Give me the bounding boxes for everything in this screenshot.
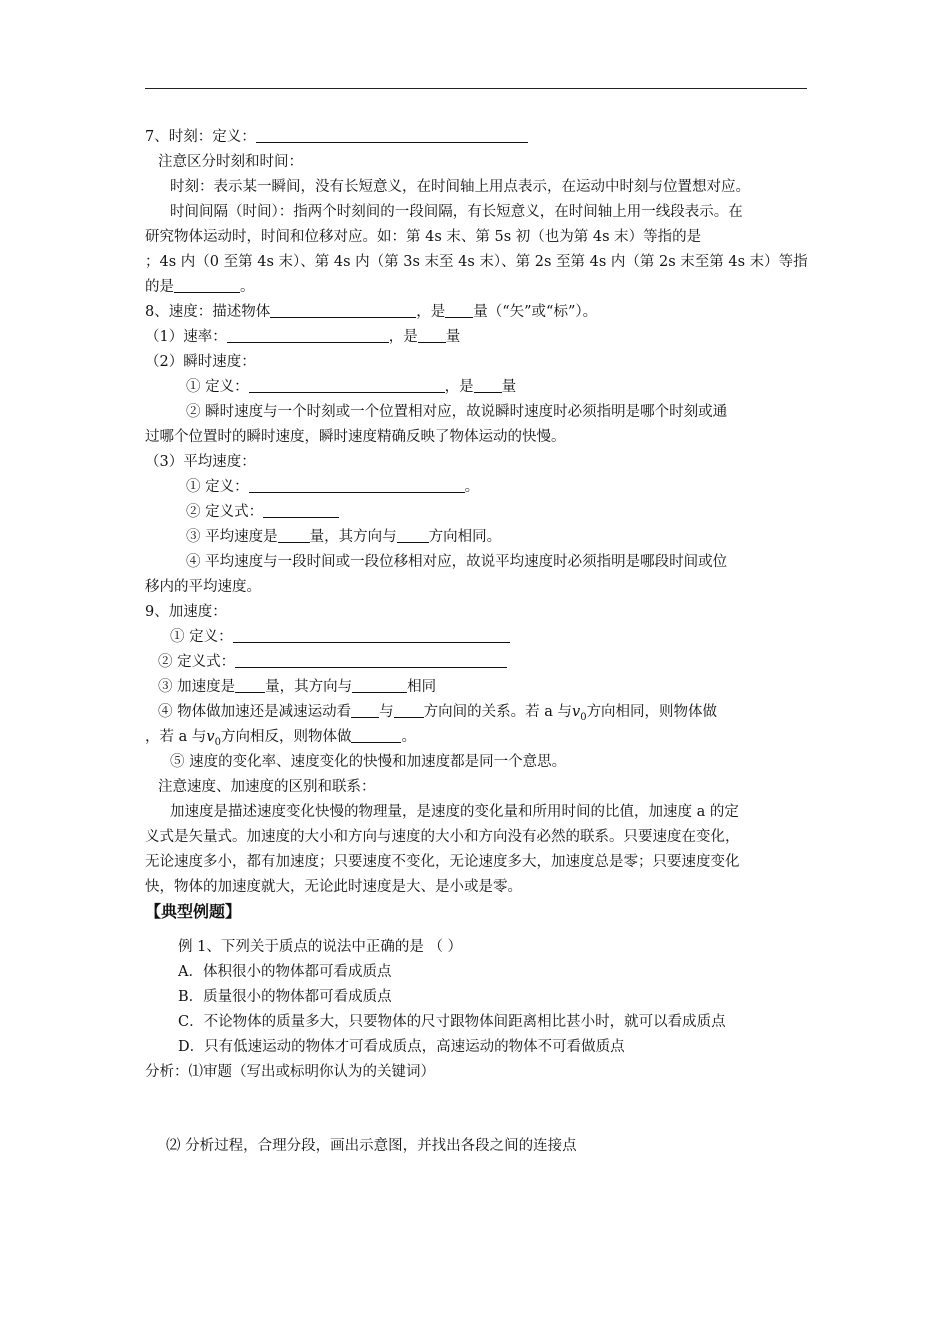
average-heading: （3）平均速度： [145, 454, 256, 470]
section-9-title: 9、加速度： [145, 604, 227, 620]
moment-definition: 时刻：表示某一瞬间，没有长短意义，在时间轴上用点表示，在运动中时刻与位置想对应。 [170, 179, 750, 195]
acceleration-paragraph-3: 无论速度多小，都有加速度；只要速度不变化，无论速度多大，加速度总是零；只要速度变化 [145, 854, 740, 870]
acc-text: 。 [401, 729, 416, 745]
average-direction [186, 527, 501, 547]
answer-blank[interactable] [233, 628, 510, 643]
inst-text: ① 定义： [186, 379, 249, 395]
example-1-question: 例 1、下列关于质点的说法中正确的是 （ ） [178, 939, 463, 955]
option-b[interactable]: B．质量很小的物体都可看成质点 [178, 989, 392, 1005]
analysis-step-2: ⑵ 分析过程，合理分段，画出示意图，并找出各段之间的连接点 [166, 1138, 577, 1154]
section-8-title [145, 302, 597, 322]
answer-blank[interactable] [249, 378, 445, 393]
average-definition [186, 477, 479, 497]
answer-blank[interactable] [270, 303, 416, 318]
velocity-acceleration-note: 注意速度、加速度的区别和联系： [158, 779, 376, 795]
answer-blank[interactable] [351, 703, 379, 718]
rate-text: 量 [445, 329, 461, 345]
acc-text: 相同 [407, 679, 437, 695]
instantaneous-note-2: 过哪个位置时的瞬时速度，瞬时速度精确反映了物体运动的快慢。 [145, 429, 566, 445]
instantaneous-note-1: ② 瞬时速度与一个时刻或一个位置相对应，故说瞬时速度时必须指明是哪个时刻或通 [186, 404, 728, 420]
avg-text: ③ 平均速度是 [186, 529, 278, 545]
v0-subscript: 0 [214, 736, 221, 748]
average-formula [186, 502, 339, 522]
option-d[interactable]: D．只有低速运动的物体才可看成质点，高速运动的物体不可看做质点 [178, 1039, 625, 1055]
analysis-step-1: 分析：⑴审题（写出或标明你认为的关键词） [145, 1064, 435, 1080]
answer-blank[interactable] [397, 528, 429, 543]
v0-symbol: v [206, 729, 215, 745]
avg-text: 。 [464, 479, 480, 495]
velocity-text: 8、速度：描述物体 [145, 304, 271, 320]
average-note-1: ④ 平均速度与一段时间或一段位移相对应，故说平均速度时必须指明是哪段时间或位 [186, 554, 728, 570]
answer-blank[interactable] [351, 728, 401, 743]
acceleration-paragraph-2: 义式是矢量式。加速度的大小和方向与速度的大小和方向没有必然的联系。只要速度在变化， [145, 829, 740, 845]
acc-text: 方向相反，则物体做 [220, 729, 352, 745]
acc-text: ③ 加速度是 [158, 679, 236, 695]
acc-text: ① 定义： [170, 629, 233, 645]
answer-blank[interactable] [418, 328, 446, 343]
rate-text: ，是 [388, 329, 418, 345]
section-7-label: 7、时刻：定义： [145, 129, 256, 145]
acceleration-paragraph-4: 快，物体的加速度就大，无论此时速度是大、是小或是零。 [145, 879, 522, 895]
inst-text: 量 [501, 379, 517, 395]
v0-symbol: v [571, 704, 581, 720]
section-7-title [145, 127, 528, 147]
acc-text: ④ 物体做加速还是减速运动看 [158, 704, 352, 720]
answer-blank[interactable] [235, 653, 507, 668]
interval-text: 。 [240, 279, 255, 295]
speed-rate-line [145, 327, 460, 347]
rate-text: （1）速率： [145, 329, 227, 345]
examples-heading: 【典型例题】 [145, 902, 242, 921]
answer-blank[interactable] [352, 678, 407, 693]
acceleration-direction [158, 677, 436, 697]
option-c[interactable]: C．不论物体的质量多大，只要物体的尺寸跟物体间距离相比甚小时，就可以看成质点 [178, 1014, 726, 1030]
answer-blank[interactable] [394, 703, 424, 718]
acc-text: 与 [379, 704, 394, 720]
answer-blank[interactable] [445, 303, 473, 318]
answer-blank[interactable] [263, 503, 339, 518]
acceleration-paragraph-1: 加速度是描述速度变化快慢的物理量，是速度的变化量和所用时间的比值，加速度 a 的定 [170, 804, 739, 820]
answer-blank[interactable] [256, 128, 528, 143]
acceleration-rule-3: ⑤ 速度的变化率、速度变化的快慢和加速度都是同一个意思。 [170, 754, 567, 770]
avg-text: 方向相同。 [428, 529, 502, 545]
answer-blank[interactable] [235, 678, 265, 693]
answer-blank[interactable] [474, 378, 502, 393]
acceleration-rule-2 [145, 727, 416, 753]
interval-line-4 [145, 277, 255, 297]
interval-text: 的是 [145, 279, 174, 295]
avg-text: 量，其方向与 [309, 529, 397, 545]
interval-line-1: 时间间隔（时间）：指两个时刻间的一段间隔，有长短意义，在时间轴上用一线段表示。在 [170, 204, 743, 220]
answer-blank[interactable] [227, 328, 389, 343]
velocity-text: ，是 [416, 304, 446, 320]
acc-text: 量，其方向与 [265, 679, 353, 695]
acceleration-rule-1 [158, 702, 717, 728]
acc-text: 方向间的关系。若 a 与 [423, 704, 572, 720]
header-rule [145, 88, 807, 89]
interval-line-2: 研究物体运动时，时间和位移对应。如：第 4s 末、第 5s 初（也为第 4s 末）等指的是 [145, 229, 702, 245]
instantaneous-heading: （2）瞬时速度： [145, 354, 256, 370]
acc-text: 方向相同，则物体做 [586, 704, 718, 720]
avg-text: ② 定义式： [186, 504, 264, 520]
avg-text: ① 定义： [186, 479, 249, 495]
instantaneous-definition [186, 377, 516, 397]
note-moment-vs-time: 注意区分时刻和时间： [158, 154, 303, 170]
inst-text: ，是 [444, 379, 474, 395]
interval-line-3: ；4s 内（0 至第 4s 末）、第 4s 内（第 3s 末至 4s 末）、第 2s 至第 4s 内（第 2s 末至第 4s 末）等指 [145, 254, 808, 270]
acceleration-formula [158, 652, 507, 672]
v0-subscript: 0 [580, 711, 587, 723]
answer-blank[interactable] [278, 528, 310, 543]
answer-blank[interactable] [174, 278, 240, 293]
option-a[interactable]: A．体积很小的物体都可看成质点 [178, 964, 392, 980]
velocity-text: 量（“矢”或“标”）。 [473, 304, 598, 320]
average-note-2: 移内的平均速度。 [145, 579, 261, 595]
acc-text: ② 定义式： [158, 654, 236, 670]
answer-blank[interactable] [249, 478, 465, 493]
acc-text: ，若 a 与 [145, 729, 207, 745]
acceleration-definition [170, 627, 510, 647]
